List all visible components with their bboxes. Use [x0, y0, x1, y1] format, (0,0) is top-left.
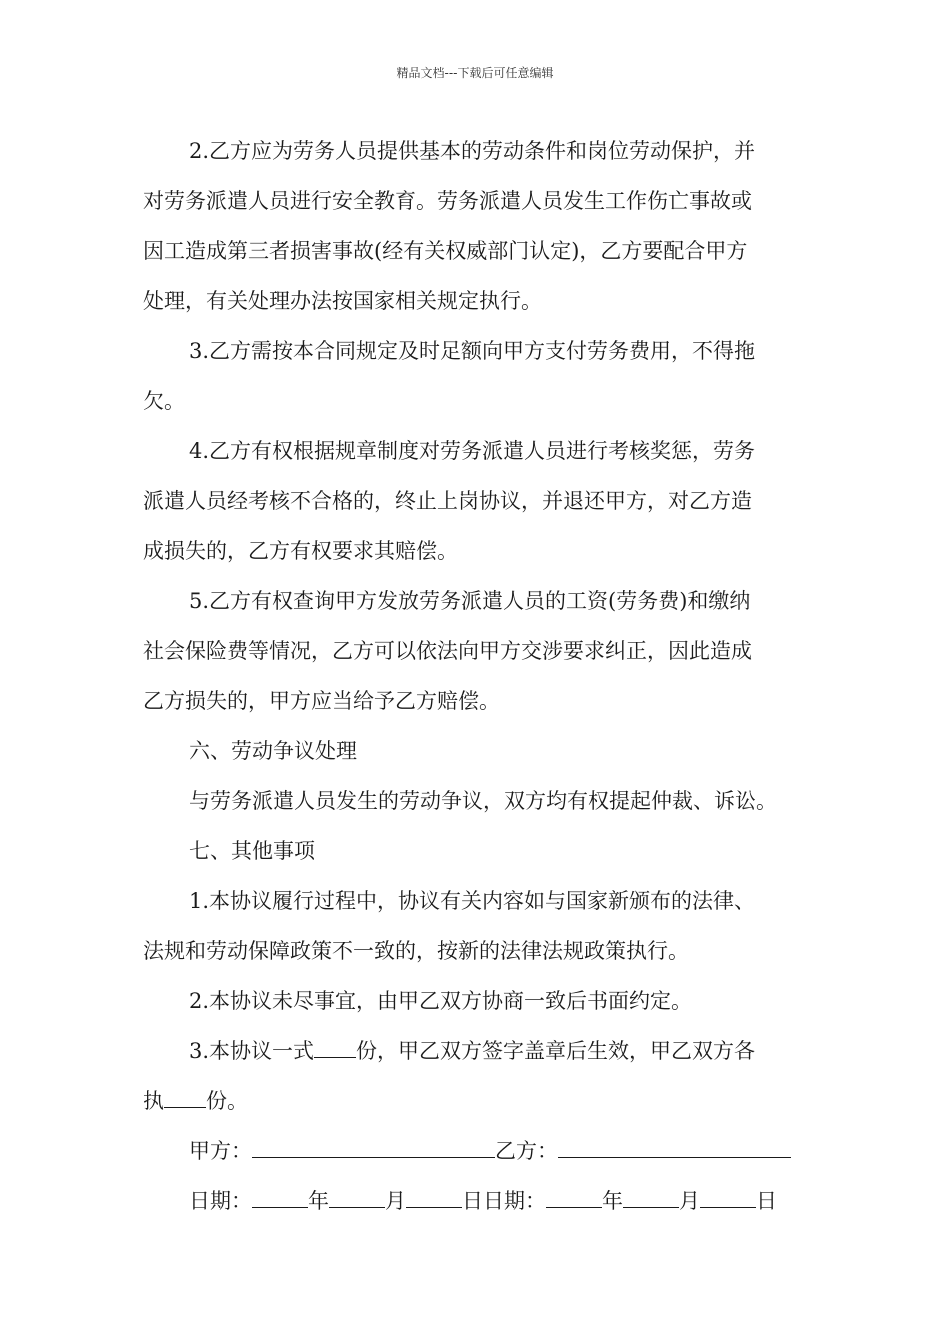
signature-date-line	[143, 1176, 813, 1226]
year-blank-a[interactable]	[252, 1185, 308, 1208]
signature-parties-line	[143, 1126, 813, 1176]
section-7-item-3-line-1	[143, 1026, 813, 1076]
section-6-heading: 六、劳动争议处理	[189, 739, 357, 763]
month-label-b: 月	[679, 1189, 700, 1213]
month-blank-a[interactable]	[329, 1185, 385, 1208]
item-3-text-a: 3.本协议一式	[189, 1039, 315, 1063]
date-label-a: 日期：	[189, 1189, 252, 1213]
section-7-item-2: 2.本协议未尽事宜，由甲乙双方协商一致后书面约定。	[189, 989, 693, 1013]
paragraph-2-line-1: 2.乙方应为劳务人员提供基本的劳动条件和岗位劳动保护，并	[189, 139, 756, 163]
paragraph-3-line-1: 3.乙方需按本合同规定及时足额向甲方支付劳务费用，不得拖	[189, 339, 756, 363]
paragraph-3-line-2: 欠。	[143, 389, 185, 413]
paragraph-2-line-2: 对劳务派遣人员进行安全教育。劳务派遣人员发生工作伤亡事故或	[143, 189, 752, 213]
section-7-heading: 七、其他事项	[189, 839, 315, 863]
day-blank-a[interactable]	[406, 1185, 462, 1208]
item-3-text-d: 份。	[206, 1089, 248, 1113]
paragraph-4-line-1: 4.乙方有权根据规章制度对劳务派遣人员进行考核奖惩，劳务	[189, 439, 756, 463]
item-3-text-c: 执	[143, 1089, 164, 1113]
paragraph-5-line-2: 社会保险费等情况，乙方可以依法向甲方交涉要求纠正，因此造成	[143, 639, 752, 663]
page-header: 精品文档---下载后可任意编辑	[396, 66, 554, 80]
paragraph-5-line-3: 乙方损失的，甲方应当给予乙方赔偿。	[143, 689, 500, 713]
section-7-item-3-line-2	[143, 1076, 813, 1126]
month-label-a: 月	[385, 1189, 406, 1213]
copies-blank[interactable]	[314, 1035, 356, 1058]
paragraph-2-line-4: 处理，有关处理办法按国家相关规定执行。	[143, 289, 542, 313]
party-b-signature-blank[interactable]	[558, 1135, 791, 1158]
paragraph-2-line-3: 因工造成第三者损害事故(经有关权威部门认定)，乙方要配合甲方	[143, 239, 748, 263]
party-a-label: 甲方：	[189, 1139, 252, 1163]
party-a-signature-blank[interactable]	[252, 1135, 495, 1158]
section-7-item-1-line-1: 1.本协议履行过程中，协议有关内容如与国家新颁布的法律、	[189, 889, 756, 913]
year-label-b: 年	[602, 1189, 623, 1213]
day-date-label: 日日期：	[462, 1189, 546, 1213]
year-blank-b[interactable]	[546, 1185, 602, 1208]
day-label-b: 日	[756, 1189, 777, 1213]
paragraph-4-line-2: 派遣人员经考核不合格的，终止上岗协议，并退还甲方，对乙方造	[143, 489, 752, 513]
each-copies-blank[interactable]	[164, 1085, 206, 1108]
year-label-a: 年	[308, 1189, 329, 1213]
party-b-label: 乙方：	[495, 1139, 558, 1163]
section-6-body: 与劳务派遣人员发生的劳动争议，双方均有权提起仲裁、诉讼。	[189, 789, 777, 813]
document-body	[143, 126, 813, 1226]
section-7-item-1-line-2: 法规和劳动保障政策不一致的，按新的法律法规政策执行。	[143, 939, 689, 963]
day-blank-b[interactable]	[700, 1185, 756, 1208]
paragraph-4-line-3: 成损失的，乙方有权要求其赔偿。	[143, 539, 458, 563]
item-3-text-b: 份，甲乙双方签字盖章后生效，甲乙双方各	[356, 1039, 756, 1063]
paragraph-5-line-1: 5.乙方有权查询甲方发放劳务派遣人员的工资(劳务费)和缴纳	[189, 589, 751, 613]
month-blank-b[interactable]	[623, 1185, 679, 1208]
